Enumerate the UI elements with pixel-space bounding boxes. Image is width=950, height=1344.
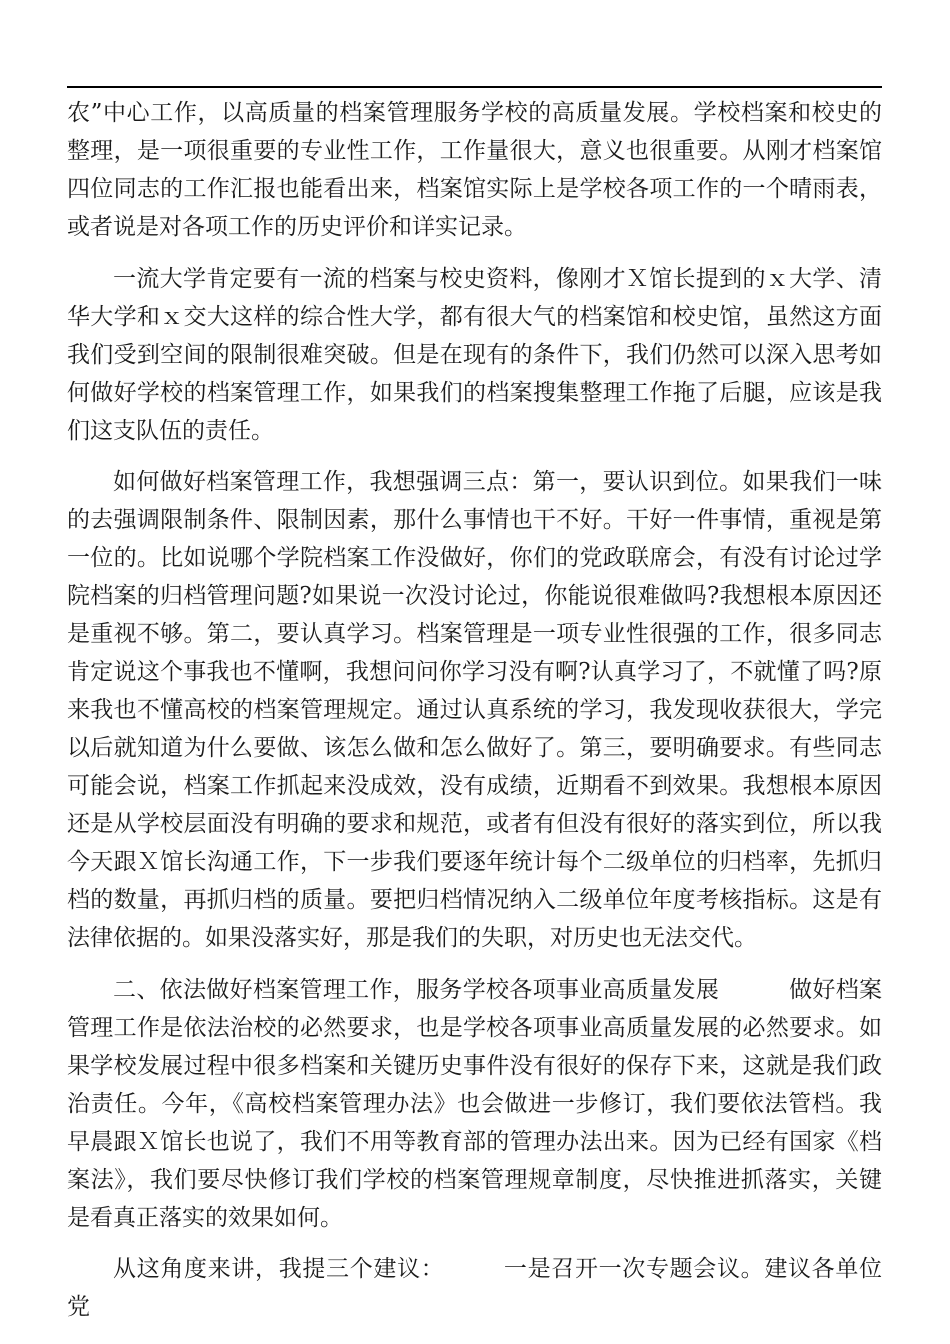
- body-text: [67, 94, 882, 1340]
- paragraph-5: 从这角度来讲，我提三个建议： 一是召开一次专题会议。建议各单位党: [67, 1256, 882, 1320]
- paragraph-4: 二、依法做好档案管理工作，服务学校各项事业高质量发展 做好档案管理工作是依法治校的必然要求，也是学校各项事业高质量发展的必然要求。如果学校发展过程中很多档案和关键历史事件没有很好的保存下来，这就是我们政治责任。今年，《高校档案管理办法》也会做进一步修订，我们要依法管档。我早晨跟Ｘ馆长也说了，我们不用等教育部的管理办法出来。因为已经有国家《档案法》，我们要尽快修订我们学校的档案管理规章制度，尽快推进抓落实，关键是看真正落实的效果如何。: [67, 976, 882, 1231]
- paragraph-3: 如何做好档案管理工作，我想强调三点：第一，要认识到位。如果我们一味的去强调限制条件、限制因素，那什么事情也干不好。干好一件事情，重视是第一位的。比如说哪个学院档案工作没做好，你们的党政联席会，有没有讨论过学院档案的归档管理问题?如果说一次没讨论过，你能说很难做吗?我想根本原因还是重视不够。第二，要认真学习。档案管理是一项专业性很强的工作，很多同志肯定说这个事我也不懂啊，我想问问你学习没有啊?认真学习了，不就懂了吗?原来我也不懂高校的档案管理规定。通过认真系统的学习，我发现收获很大，学完以后就知道为什么要做、该怎么做和怎么做好了。第三，要明确要求。有些同志可能会说，档案工作抓起来没成效，没有成绩，近期看不到效果。我想根本原因还是从学校层面没有明确的要求和规范，或者有但没有很好的落实到位，所以我今天跟Ｘ馆长沟通工作，下一步我们要逐年统计每个二级单位的归档率，先抓归档的数量，再抓归档的质量。要把归档情况纳入二级单位年度考核指标。这是有法律依据的。如果没落实好，那是我们的失职，对历史也无法交代。: [67, 469, 882, 951]
- paragraph-1: 农”中心工作，以高质量的档案管理服务学校的高质量发展。学校档案和校史的整理，是一项很重要的专业性工作，工作量很大，意义也很重要。从刚才档案馆四位同志的工作汇报也能看出来，档案馆实际上是学校各项工作的一个晴雨表，或者说是对各项工作的历史评价和详实记录。: [67, 100, 882, 240]
- header-rule: [67, 86, 882, 88]
- paragraph-2: 一流大学肯定要有一流的档案与校史资料，像刚才Ｘ馆长提到的ｘ大学、清华大学和ｘ交大这样的综合性大学，都有很大气的档案馆和校史馆，虽然这方面我们受到空间的限制很难突破。但是在现有的条件下，我们仍然可以深入思考如何做好学校的档案管理工作，如果我们的档案搜集整理工作拖了后腿，应该是我们这支队伍的责任。: [67, 265, 882, 444]
